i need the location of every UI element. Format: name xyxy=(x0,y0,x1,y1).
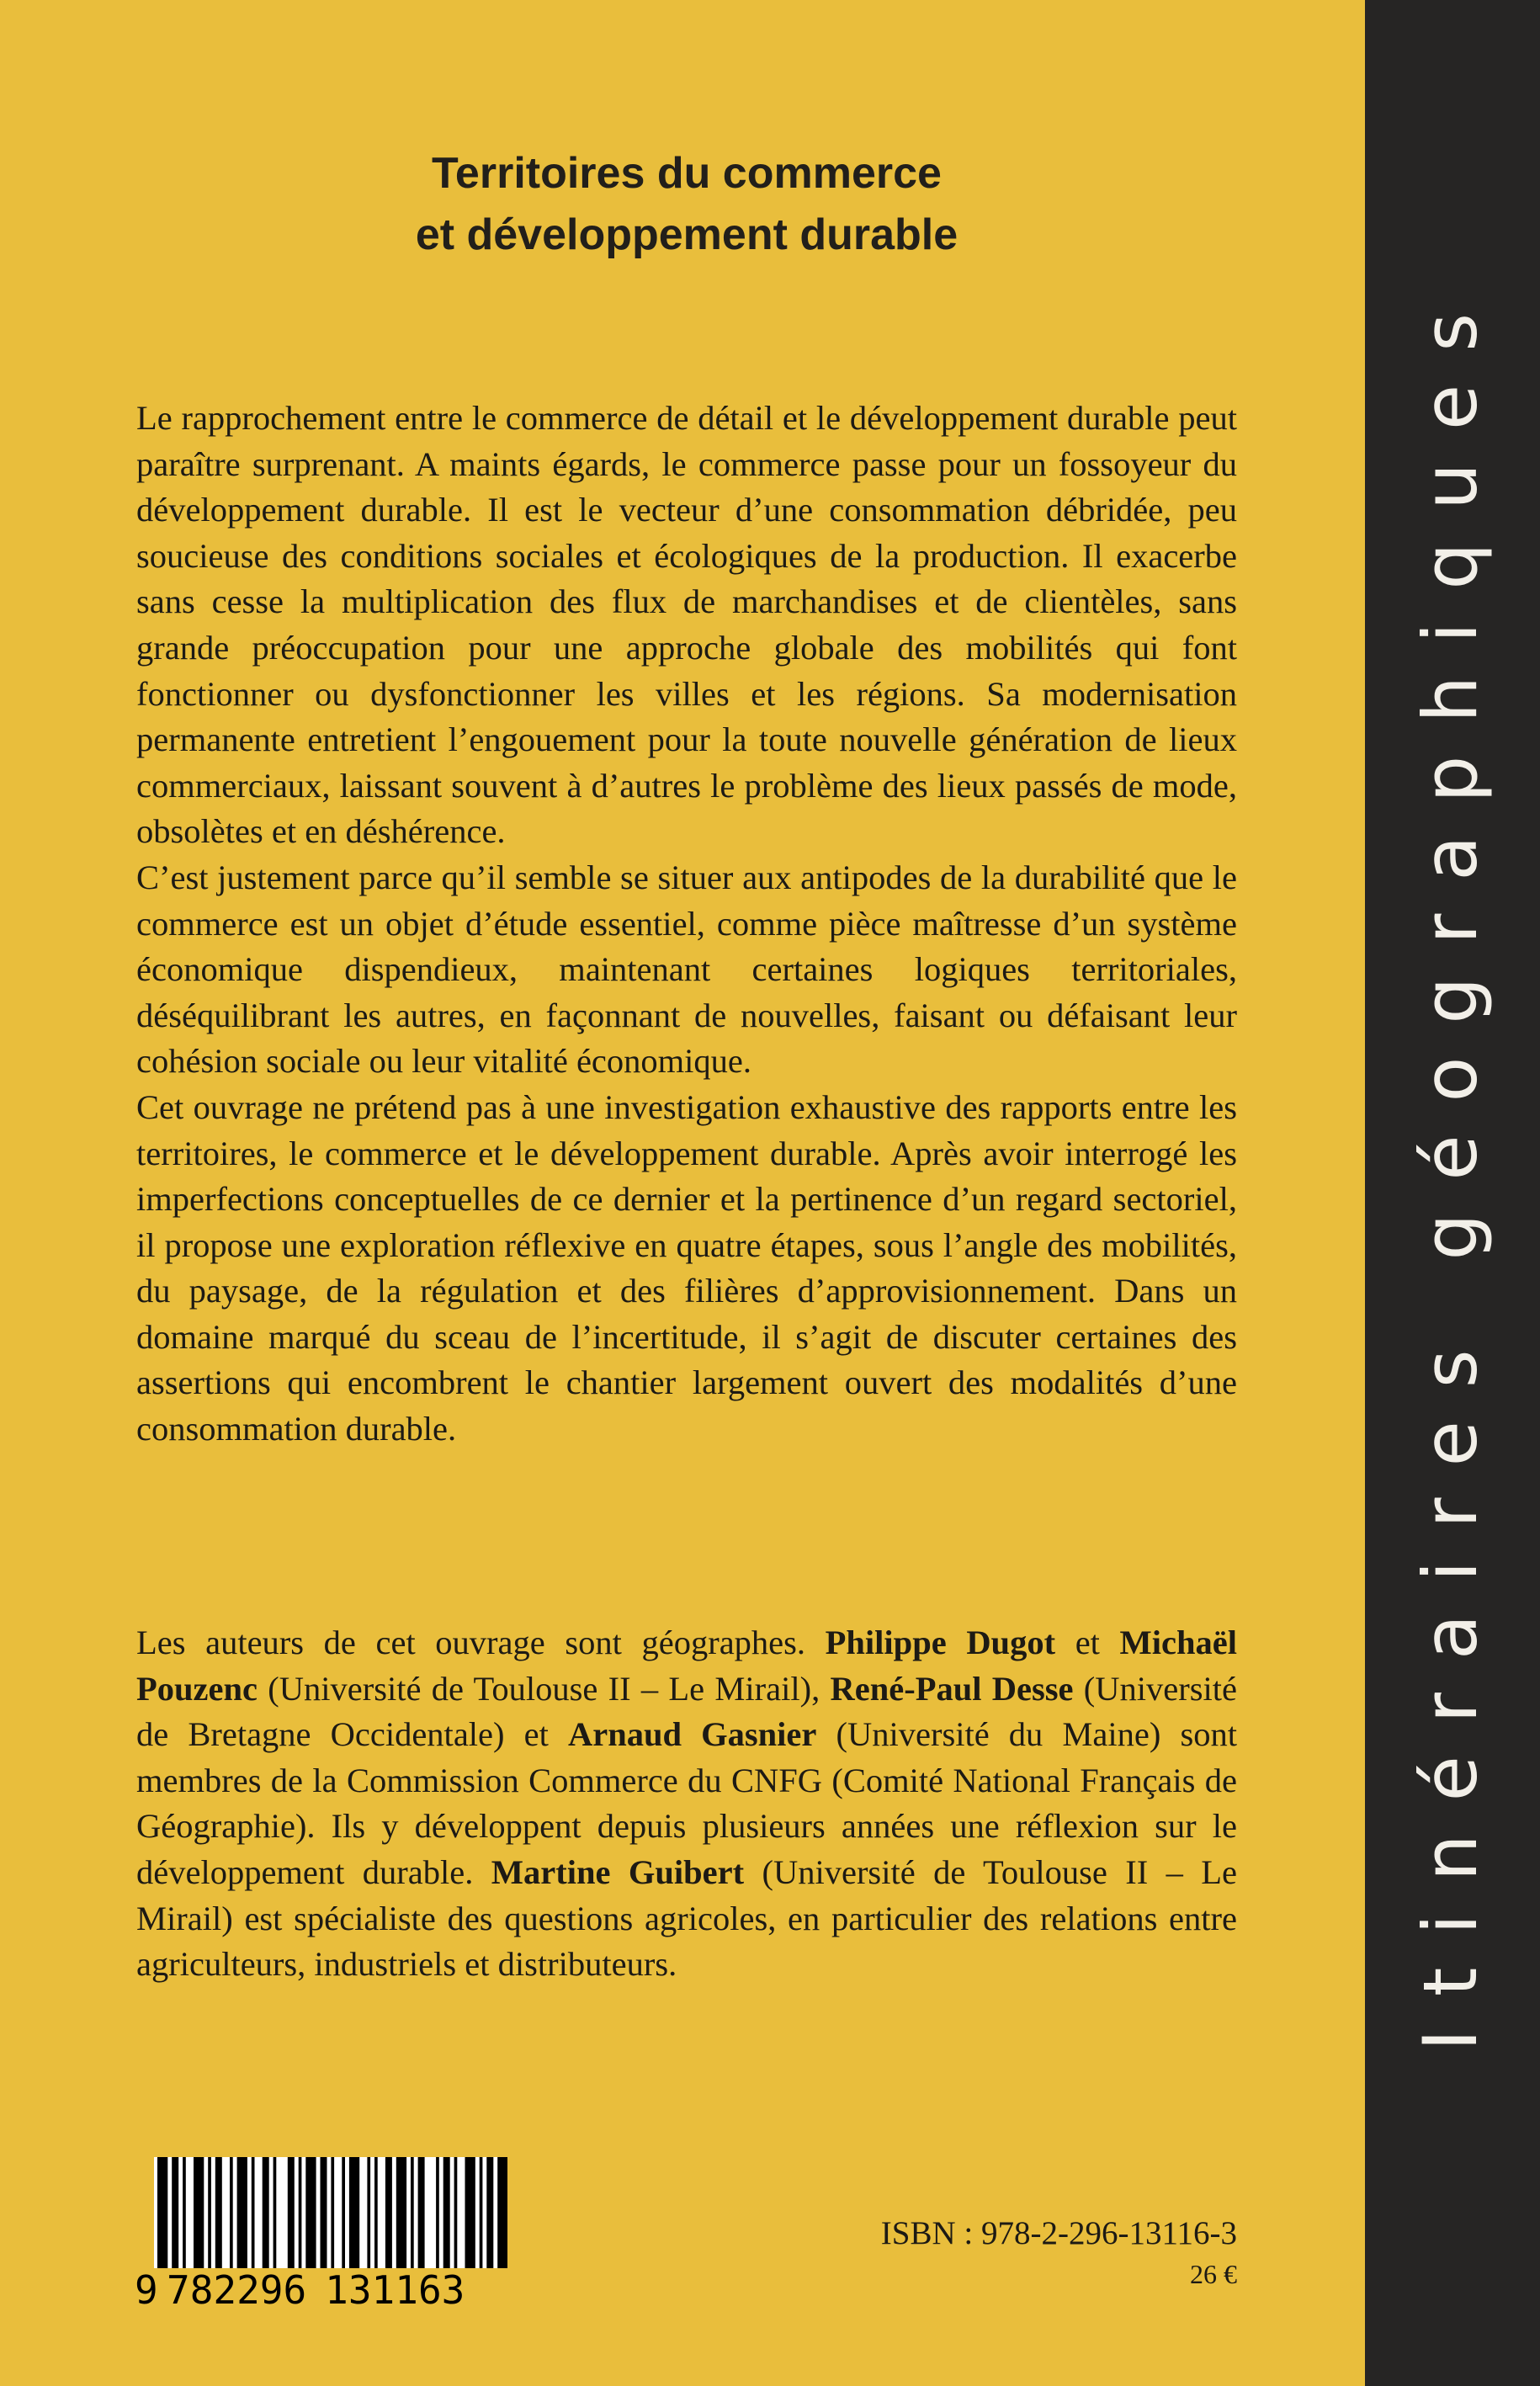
author-name: Michaël Pouzenc xyxy=(136,1623,1237,1708)
authors-note xyxy=(136,1620,1237,1988)
barcode-bar xyxy=(252,2157,255,2268)
author-name: Arnaud Gasnier xyxy=(567,1715,817,1754)
book-title xyxy=(0,143,1373,266)
barcode-bar xyxy=(183,2157,186,2268)
barcode-bar xyxy=(237,2157,247,2268)
authors-text: (Université de Toulouse II – Le Mirail), xyxy=(257,1669,831,1708)
barcode-bar xyxy=(480,2157,483,2268)
book-title-line-1: Territoires du commerce xyxy=(432,149,942,198)
barcode-bar xyxy=(443,2157,450,2268)
authors-text: et xyxy=(1055,1623,1120,1661)
barcode-bar xyxy=(321,2157,327,2268)
authors-text: (Université du Maine) sont membres de la Commission Commerce du CNFG (Comité National Français de Géographie). Ils y développent depuis plusieurs années une réflexion sur le développement durable. xyxy=(136,1715,1237,1891)
price: 26 € xyxy=(1190,2259,1237,2289)
authors-text: Les auteurs de cet ouvrage sont géographes. xyxy=(136,1623,826,1661)
book-title-line-2: et développement durable xyxy=(415,210,959,259)
authors-text: (Université de Bretagne Occidentale) et xyxy=(136,1669,1237,1754)
barcode-digits xyxy=(135,2268,509,2312)
blurb-paragraph-2: C’est justement parce qu’il semble se situer aux antipodes de la durabilité que le commerce est un objet d’étude essentiel, comme pièce maîtresse d’un système économique dispendieux, maintenant certaines logiques territoriales, déséquilibrant les autres, en façonnant de nouvelles, faisant ou défaisant leur cohésion sociale ou leur vitalité économique. xyxy=(136,858,1237,1081)
blurb-paragraph-1: Le rapprochement entre le commerce de détail et le développement durable peut paraître surprenant. A maints égards, le commerce passe pour un fossoyeur du développement durable. Il est le vecteur d’une consommation débridée, peu soucieuse des conditions sociales et écologiques de la production. Il exacerbe sans cesse la multiplication des flux de marchandises et de clientèles, sans grande préoccupation pour une approche globale des mobilités qui font fonctionner ou dysfonctionner les villes et les régions. Sa modernisation permanente entretient l’engouement pour la toute nouvelle génération de lieux commerciaux, laissant souvent à d’autres le problème des lieux passés de mode, obsolètes et en déshérence. xyxy=(136,399,1237,851)
barcode-digit-group-2: 131163 xyxy=(325,2267,465,2313)
authors-paragraph xyxy=(136,1620,1237,1988)
barcode-digit-group-1: 782296 xyxy=(167,2267,307,2313)
barcode-bar xyxy=(465,2157,475,2268)
barcode-bar xyxy=(342,2157,345,2268)
barcode-bar xyxy=(454,2157,458,2268)
barcode-bar xyxy=(367,2157,370,2268)
barcode-first-digit: 9 xyxy=(135,2267,158,2313)
series-name: Itinéraires géographiques xyxy=(1407,279,1494,2052)
author-name: Philippe Dugot xyxy=(825,1623,1056,1661)
barcode-bar xyxy=(288,2157,295,2268)
barcode-bar xyxy=(273,2157,277,2268)
barcode-bar xyxy=(157,2157,167,2268)
barcode-bar xyxy=(305,2157,316,2268)
barcode-bar xyxy=(396,2157,406,2268)
barcode-bar xyxy=(208,2157,211,2268)
barcode-bar xyxy=(411,2157,414,2268)
barcode-bar xyxy=(486,2157,493,2268)
barcode-bar xyxy=(385,2157,392,2268)
blurb xyxy=(136,396,1237,1453)
barcode-bar xyxy=(497,2157,507,2268)
blurb-paragraph-3: Cet ouvrage ne prétend pas à une investigation exhaustive des rapports entre les territoires, le commerce et le développement durable. Après avoir interrogé les imperfections conceptuelles de ce dernier et la pertinence d’un regard sectoriel, il propose une exploration réflexive en quatre étapes, sous l’angle des mobilités, du paysage, de la régulation et des filières d’approvisionnement. Dans un domaine marqué du sceau de l’incertitude, il s’agit de discuter certaines des assertions qui encombrent le chantier largement ouvert des modalités d’une consommation durable. xyxy=(136,1087,1237,1448)
barcode-bar xyxy=(349,2157,359,2268)
isbn: ISBN : 978-2-296-13116-3 xyxy=(880,2215,1237,2251)
barcode-bar xyxy=(230,2157,233,2268)
author-name: Martine Guibert xyxy=(491,1852,745,1891)
barcode-bar xyxy=(331,2157,334,2268)
barcode-bar xyxy=(263,2157,269,2268)
authors-text: (Université de Toulouse II – Le Mirail) est spécialiste des questions agricoles, en particulier des relations entre agriculteurs, industriels et distributeurs. xyxy=(136,1852,1237,1984)
barcode-bar xyxy=(215,2157,222,2268)
barcode-bar xyxy=(194,2157,204,2268)
author-name: René-Paul Desse xyxy=(830,1669,1074,1708)
barcode-bar xyxy=(436,2157,439,2268)
barcode-bars xyxy=(154,2157,507,2268)
barcode-bar xyxy=(374,2157,378,2268)
barcode-bar xyxy=(172,2157,178,2268)
barcode-bar xyxy=(299,2157,302,2268)
barcode-bar xyxy=(418,2157,425,2268)
